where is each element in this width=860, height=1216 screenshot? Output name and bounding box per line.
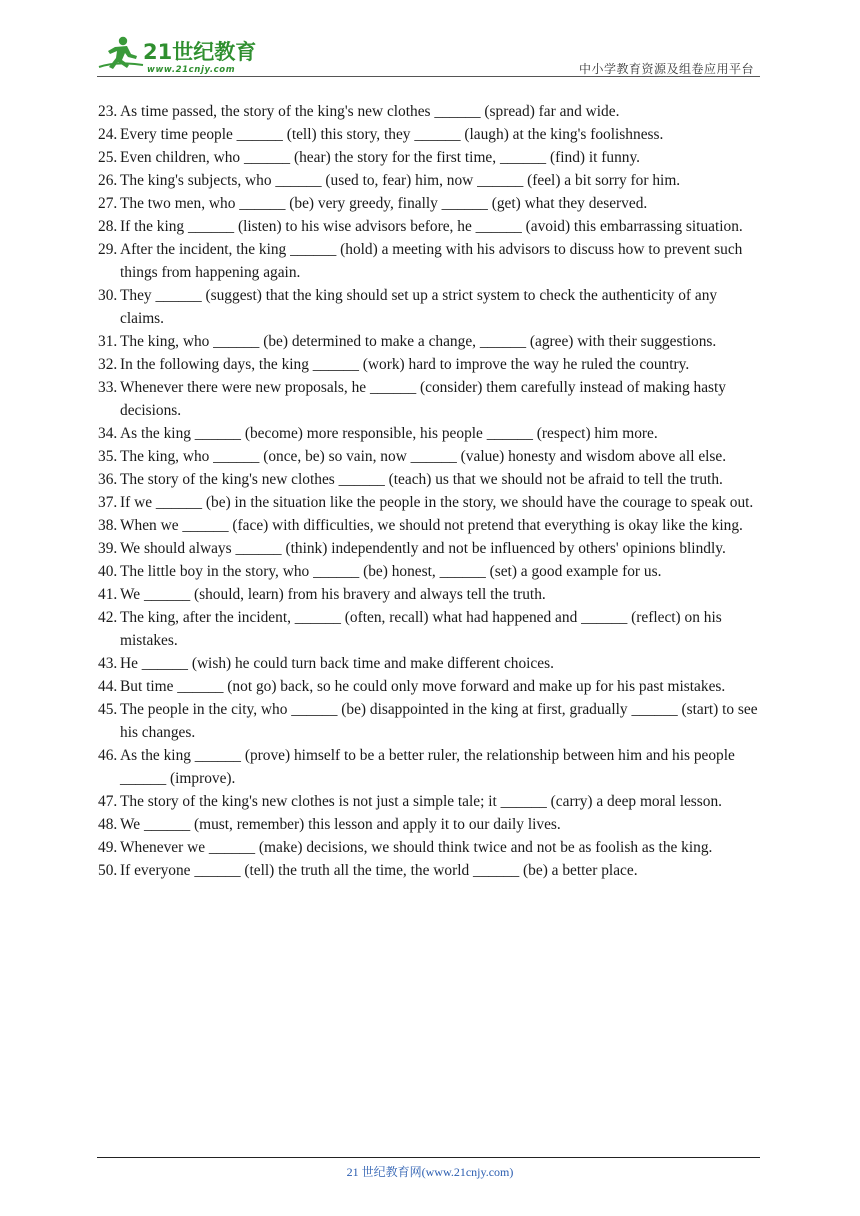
question-item — [98, 859, 762, 882]
question-item — [98, 652, 762, 675]
header-divider — [97, 76, 760, 77]
question-text: The king, after the incident, ______ (often, recall) what had happened and ______ (reflect) on his mistakes. — [120, 609, 722, 649]
question-item — [98, 445, 762, 468]
svg-text:21世纪教育: 21世纪教育 — [143, 40, 257, 64]
question-number: 42. — [98, 609, 118, 626]
question-item — [98, 123, 762, 146]
question-number: 36. — [98, 471, 118, 488]
question-text: The two men, who ______ (be) very greedy, finally ______ (get) what they deserved. — [120, 195, 648, 212]
question-item — [98, 146, 762, 169]
question-number: 37. — [98, 494, 118, 511]
question-number: 41. — [98, 586, 118, 603]
question-text: They ______ (suggest) that the king should set up a strict system to check the authenticity of any claims. — [120, 287, 718, 327]
question-number: 24. — [98, 126, 118, 143]
question-text: The story of the king's new clothes ______ (teach) us that we should not be afraid to tell the truth. — [120, 471, 723, 488]
page-header — [97, 32, 760, 78]
question-number: 26. — [98, 172, 118, 189]
question-text: We ______ (must, remember) this lesson and apply it to our daily lives. — [120, 816, 561, 833]
question-number: 50. — [98, 862, 118, 879]
question-item — [98, 491, 762, 514]
question-number: 46. — [98, 747, 118, 764]
question-text: If everyone ______ (tell) the truth all the time, the world ______ (be) a better place. — [120, 862, 638, 879]
question-text: The king, who ______ (once, be) so vain, now ______ (value) honesty and wisdom above all else. — [120, 448, 727, 465]
question-number: 31. — [98, 333, 118, 350]
question-item — [98, 537, 762, 560]
question-number: 34. — [98, 425, 118, 442]
platform-title: 中小学教育资源及组卷应用平台 — [578, 62, 754, 76]
question-number: 49. — [98, 839, 118, 856]
question-text: As the king ______ (prove) himself to be a better ruler, the relationship between him and his people ______ (improve). — [120, 747, 735, 787]
question-text: The king, who ______ (be) determined to make a change, ______ (agree) with their suggestions. — [120, 333, 717, 350]
question-item — [98, 698, 762, 744]
question-text: Whenever there were new proposals, he ______ (consider) them carefully instead of making hasty decisions. — [120, 379, 727, 419]
question-text: But time ______ (not go) back, so he could only move forward and make up for his past mistakes. — [120, 678, 726, 695]
question-item — [98, 744, 762, 790]
question-item — [98, 284, 762, 330]
question-number: 30. — [98, 287, 118, 304]
question-text: We should always ______ (think) independently and not be influenced by others' opinions blindly. — [120, 540, 726, 557]
footer-divider — [97, 1157, 760, 1158]
question-text: Even children, who ______ (hear) the story for the first time, ______ (find) it funny. — [120, 149, 641, 166]
question-item — [98, 675, 762, 698]
question-text: In the following days, the king ______ (work) hard to improve the way he ruled the country. — [120, 356, 690, 373]
question-item — [98, 330, 762, 353]
question-text: He ______ (wish) he could turn back time and make different choices. — [120, 655, 554, 672]
footer-text: 21 世纪教育网(www.21cnjy.com) — [346, 1165, 514, 1179]
question-number: 32. — [98, 356, 118, 373]
question-text: Every time people ______ (tell) this story, they ______ (laugh) at the king's foolishness. — [120, 126, 664, 143]
question-item — [98, 422, 762, 445]
question-number: 45. — [98, 701, 118, 718]
question-number: 48. — [98, 816, 118, 833]
question-text: The people in the city, who ______ (be) disappointed in the king at first, gradually ______ (start) to see his changes. — [120, 701, 758, 741]
question-item — [98, 238, 762, 284]
logo — [97, 34, 267, 76]
question-number: 29. — [98, 241, 118, 258]
question-item — [98, 560, 762, 583]
question-text: As time passed, the story of the king's new clothes ______ (spread) far and wide. — [120, 103, 620, 120]
question-list — [98, 100, 762, 882]
question-item — [98, 813, 762, 836]
question-item — [98, 100, 762, 123]
question-item — [98, 836, 762, 859]
question-item — [98, 468, 762, 491]
question-number: 39. — [98, 540, 118, 557]
question-number: 25. — [98, 149, 118, 166]
question-item — [98, 583, 762, 606]
question-item — [98, 192, 762, 215]
question-number: 33. — [98, 379, 118, 396]
question-number: 23. — [98, 103, 118, 120]
question-number: 43. — [98, 655, 118, 672]
svg-text:www.21cnjy.com: www.21cnjy.com — [147, 65, 236, 75]
question-number: 38. — [98, 517, 118, 534]
question-text: We ______ (should, learn) from his bravery and always tell the truth. — [120, 586, 546, 603]
question-item — [98, 215, 762, 238]
question-number: 28. — [98, 218, 118, 235]
question-number: 35. — [98, 448, 118, 465]
question-item — [98, 353, 762, 376]
question-text: Whenever we ______ (make) decisions, we should think twice and not be as foolish as the king. — [120, 839, 713, 856]
question-item — [98, 169, 762, 192]
question-number: 44. — [98, 678, 118, 695]
question-number: 47. — [98, 793, 118, 810]
question-text: If we ______ (be) in the situation like the people in the story, we should have the courage to speak out. — [120, 494, 754, 511]
question-text: As the king ______ (become) more responsible, his people ______ (respect) him more. — [120, 425, 658, 442]
question-item — [98, 606, 762, 652]
question-text: The little boy in the story, who ______ (be) honest, ______ (set) a good example for us. — [120, 563, 662, 580]
question-number: 27. — [98, 195, 118, 212]
question-text: The story of the king's new clothes is not just a simple tale; it ______ (carry) a deep moral lesson. — [120, 793, 723, 810]
question-item — [98, 790, 762, 813]
question-text: After the incident, the king ______ (hold) a meeting with his advisors to discuss how to prevent such things from happening again. — [120, 241, 743, 281]
question-text: If the king ______ (listen) to his wise advisors before, he ______ (avoid) this embarrassing situation. — [120, 218, 743, 235]
question-number: 40. — [98, 563, 118, 580]
question-text: When we ______ (face) with difficulties, we should not pretend that everything is okay like the king. — [120, 517, 743, 534]
question-item — [98, 514, 762, 537]
question-item — [98, 376, 762, 422]
question-text: The king's subjects, who ______ (used to, fear) him, now ______ (feel) a bit sorry for him. — [120, 172, 681, 189]
